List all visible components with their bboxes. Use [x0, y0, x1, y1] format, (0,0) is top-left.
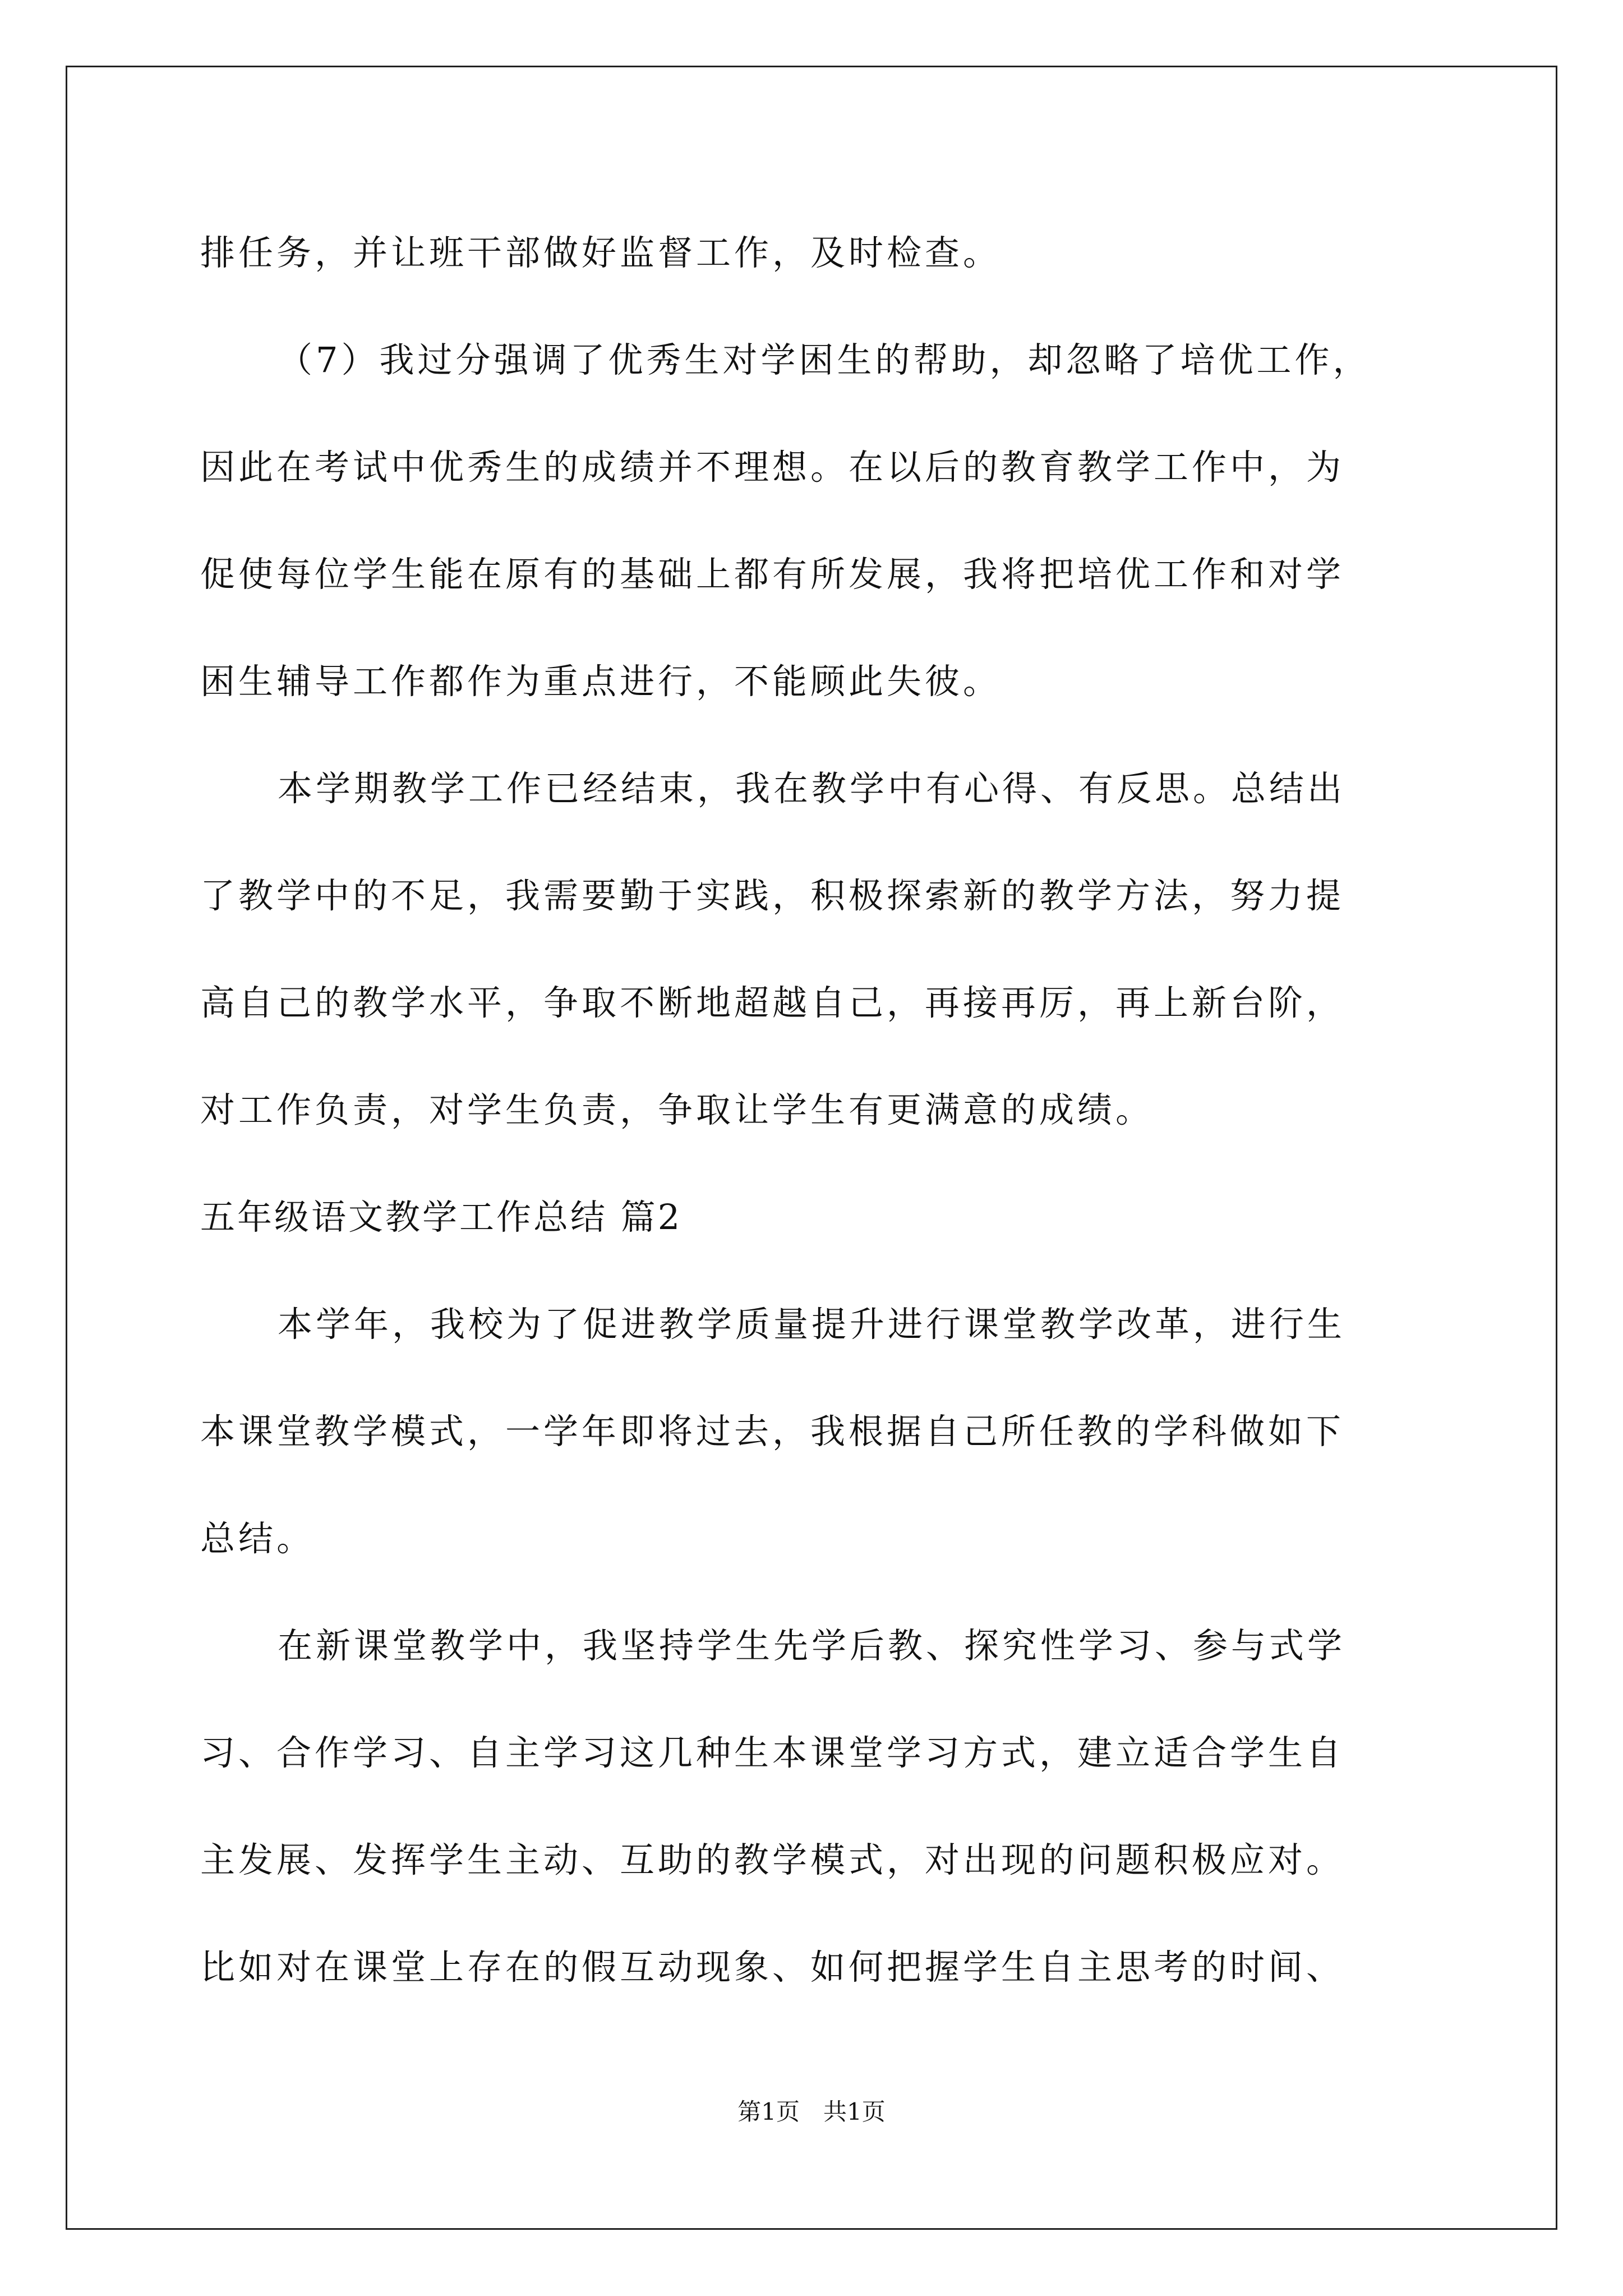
text-line: 本学期教学工作已经结束，我在教学中有心得、有反思。总结出 — [278, 768, 1346, 809]
text-line: 困生辅导工作都作为重点进行，不能顾此失彼。 — [200, 661, 1002, 702]
text-line: 比如对在课堂上存在的假互动现象、如何把握学生自主思考的时间、 — [200, 1947, 1345, 1987]
page-footer — [0, 2095, 1623, 2129]
page-total: 共1页 — [823, 2098, 886, 2125]
text-line: 习、合作学习、自主学习这几种生本课堂学习方式，建立适合学生自 — [200, 1732, 1345, 1773]
document-body — [200, 199, 1428, 2021]
text-line: 了教学中的不足，我需要勤于实践，积极探索新的教学方法，努力提 — [200, 875, 1345, 916]
section-heading: 五年级语文教学工作总结 篇2 — [200, 1197, 683, 1237]
text-line: 在新课堂教学中，我坚持学生先学后教、探究性学习、参与式学 — [278, 1625, 1346, 1666]
text-line: 总结。 — [200, 1518, 315, 1559]
text-line: 本课堂教学模式，一学年即将过去，我根据自己所任教的学科做如下 — [200, 1411, 1345, 1452]
text-line: （7）我过分强调了优秀生对学困生的帮助，却忽略了培优工作， — [278, 339, 1371, 380]
text-line: 排任务，并让班干部做好监督工作，及时检查。 — [200, 232, 1002, 273]
text-line: 本学年，我校为了促进教学质量提升进行课堂教学改革，进行生 — [278, 1304, 1346, 1345]
text-line: 促使每位学生能在原有的基础上都有所发展，我将把培优工作和对学 — [200, 554, 1345, 595]
text-line: 因此在考试中优秀生的成绩并不理想。在以后的教育教学工作中，为 — [200, 447, 1345, 487]
page-number: 第1页 — [737, 2098, 800, 2125]
text-line: 主发展、发挥学生主动、互助的教学模式，对出现的问题积极应对。 — [200, 1839, 1345, 1880]
text-line: 对工作负责，对学生负责，争取让学生有更满意的成绩。 — [200, 1089, 1154, 1130]
text-line: 高自己的教学水平，争取不断地超越自己，再接再厉，再上新台阶， — [200, 982, 1345, 1023]
